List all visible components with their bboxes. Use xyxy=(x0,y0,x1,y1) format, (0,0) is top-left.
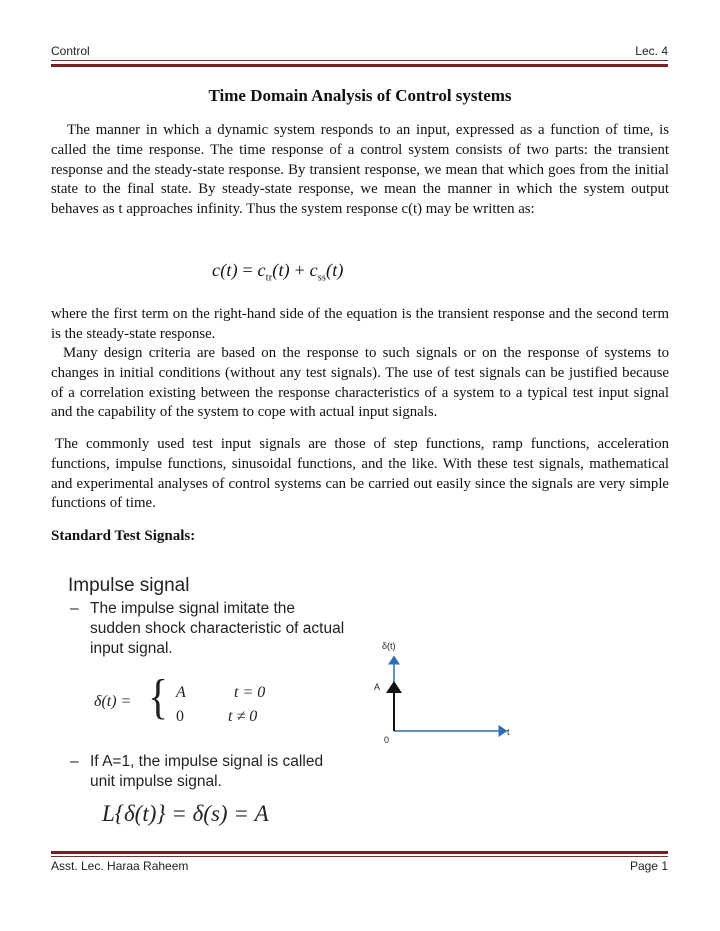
definition-brace: { xyxy=(148,671,169,725)
equation-lhs: c(t) xyxy=(212,260,238,280)
definition-case1-value: A xyxy=(176,684,186,701)
paragraph-design-criteria: Many design criteria are based on the response to such signals or on the response of systems to changes in initial conditions (without any test signals). The use of test signals can be justified because of a correlation existing between the response characteristics of a system to a typical test input signal and the capability of the system to cope with actual input signals. xyxy=(51,345,669,421)
section-heading: Standard Test Signals: xyxy=(51,528,196,544)
figure-bullet-1 xyxy=(70,599,350,659)
figure-title: Impulse signal xyxy=(68,575,190,596)
graph-x-label: t xyxy=(507,727,510,737)
equation-equals: = xyxy=(242,260,253,280)
impulse-graph-svg xyxy=(368,639,528,759)
definition-case2-value: 0 xyxy=(176,708,184,725)
equation-term-transient-subscript: tr xyxy=(265,272,273,284)
impulse-definition xyxy=(94,671,304,726)
paragraph-equation-explanation: where the first term on the right-hand side of the equation is the transient response and the second term is the steady-state response. xyxy=(51,306,669,342)
definition-lhs: δ(t) = xyxy=(94,693,132,710)
figure-bullet-2 xyxy=(70,752,350,794)
equation-term-steady xyxy=(309,260,344,284)
header-rule-thin xyxy=(51,60,668,61)
graph-amplitude-label: A xyxy=(374,682,381,692)
header-rule-thick xyxy=(51,64,668,67)
bullet-text-1: The impulse signal imitate the sudden shock characteristic of actual input signal. xyxy=(90,600,345,657)
equation-term-steady-arg: (t) xyxy=(326,260,344,280)
footer-rule-thin xyxy=(51,856,668,857)
equation-plus: + xyxy=(294,260,305,280)
equation-term-steady-symbol: c xyxy=(309,260,318,280)
footer-page-number: Page 1 xyxy=(629,859,668,873)
impulse-graph xyxy=(368,639,528,759)
footer-rule-thick xyxy=(51,851,668,854)
header-lecture: Lec. 4 xyxy=(635,44,668,58)
impulse-signal-figure xyxy=(68,575,538,837)
definition-case1-condition: t = 0 xyxy=(234,684,266,701)
footer-author: Asst. Lec. Haraa Raheem xyxy=(51,859,189,873)
page-title: Time Domain Analysis of Control systems xyxy=(208,86,512,105)
equation-term-steady-subscript: ss xyxy=(317,272,327,284)
equation-term-transient-arg: (t) xyxy=(272,260,290,280)
paragraph-test-signals: The commonly used test input signals are those of step functions, ramp functions, acceleration functions, impulse functions, sinusoidal functions, and the like. With these test signals, mathematical and experimental analyses of control systems can be carried out easily since the signals are very simple functions of time. xyxy=(51,436,669,512)
laplace-transform: L{δ(t)} = δ(s) = A xyxy=(102,801,269,826)
graph-origin-label: 0 xyxy=(384,735,390,745)
equation-term-transient-symbol: c xyxy=(257,260,266,280)
header-course: Control xyxy=(51,44,90,58)
definition-case2-condition: t ≠ 0 xyxy=(228,708,258,725)
bullet-dash-1: – xyxy=(70,600,79,617)
page-footer xyxy=(51,859,668,877)
paragraph-time-response: The manner in which a dynamic system responds to an input, expressed as a function of time, is called the time response. The time response of a control system consists of two parts: the transient response and the steady-state response. By transient response, we mean that which goes from the initial state to the final state. By steady-state response, we mean the manner in which the system output behaves as t approaches infinity. Thus the system response c(t) may be written as: xyxy=(51,122,669,218)
graph-y-label: δ(t) xyxy=(382,641,396,651)
bullet-dash-2: – xyxy=(70,753,79,770)
bullet-text-2: If A=1, the impulse signal is called unit impulse signal. xyxy=(90,753,324,790)
response-equation xyxy=(212,260,344,284)
equation-term-transient xyxy=(257,260,290,284)
